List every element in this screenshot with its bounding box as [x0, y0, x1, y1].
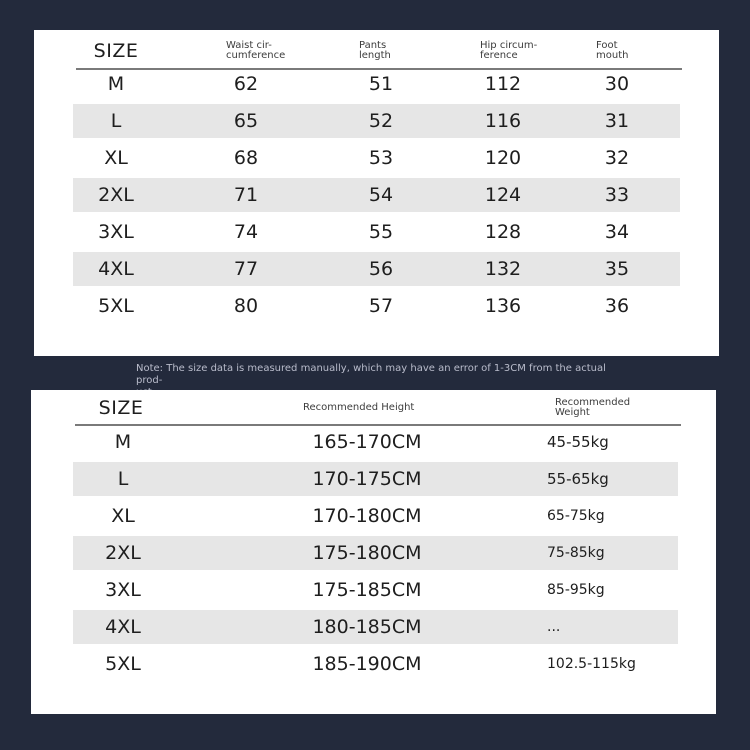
cell-hip: 136 [484, 295, 522, 317]
cell-height: 175-180CM [312, 542, 422, 564]
table-row [73, 289, 680, 323]
cell-hip: 112 [484, 73, 522, 95]
cell-size: 4XL [98, 258, 134, 280]
cell-pants: 53 [368, 147, 394, 169]
measurement-table-panel [34, 30, 719, 356]
cell-height: 170-175CM [312, 468, 422, 490]
recommendation-table-panel [31, 390, 716, 714]
cell-weight: 75-85kg [547, 545, 605, 561]
cell-pants: 55 [368, 221, 394, 243]
header-size: SIZE [93, 40, 139, 62]
cell-height: 185-190CM [312, 653, 422, 675]
cell-weight: 85-95kg [547, 582, 605, 598]
cell-hip: 116 [484, 110, 522, 132]
cell-foot: 36 [604, 295, 630, 317]
cell-size: M [114, 431, 132, 453]
cell-size: 5XL [105, 653, 141, 675]
table-row [73, 536, 678, 570]
header-hip-circumference: Hip circum- ference [480, 40, 538, 61]
cell-waist: 80 [233, 295, 259, 317]
cell-size: L [117, 468, 129, 490]
cell-waist: 77 [233, 258, 259, 280]
cell-size: 4XL [105, 616, 141, 638]
recommendation-table-header [31, 392, 716, 424]
cell-waist: 68 [233, 147, 259, 169]
table-row [73, 462, 678, 496]
cell-waist: 74 [233, 221, 259, 243]
cell-waist: 71 [233, 184, 259, 206]
cell-weight: 65-75kg [547, 508, 605, 524]
header-recommended-weight: Recommended Weight [555, 397, 631, 418]
cell-hip: 132 [484, 258, 522, 280]
cell-weight: 102.5-115kg [547, 656, 636, 672]
header-pants-length: Pants length [359, 40, 391, 61]
table-row [73, 499, 678, 533]
measurement-note: Note: The size data is measured manually, which may have an error of 1-3CM from the actual prod- [136, 363, 606, 386]
table-row [73, 67, 680, 101]
cell-foot: 34 [604, 221, 630, 243]
table-row [73, 141, 680, 175]
table-row [73, 104, 680, 138]
cell-hip: 124 [484, 184, 522, 206]
table-row [73, 573, 678, 607]
cell-size: XL [104, 147, 128, 169]
cell-foot: 35 [604, 258, 630, 280]
cell-weight: ... [547, 619, 561, 635]
cell-height: 165-170CM [312, 431, 422, 453]
table-row [73, 178, 680, 212]
cell-pants: 56 [368, 258, 394, 280]
header-waist-circumference: Waist cir- cumference [226, 40, 286, 61]
cell-size: 3XL [105, 579, 141, 601]
cell-waist: 62 [233, 73, 259, 95]
cell-size: XL [111, 505, 135, 527]
cell-hip: 120 [484, 147, 522, 169]
cell-weight: 45-55kg [547, 433, 609, 451]
cell-size: 3XL [98, 221, 134, 243]
cell-size: 2XL [98, 184, 134, 206]
measurement-table-header [34, 34, 719, 68]
cell-pants: 57 [368, 295, 394, 317]
cell-height: 170-180CM [312, 505, 422, 527]
cell-foot: 31 [604, 110, 630, 132]
cell-size: 5XL [98, 295, 134, 317]
cell-pants: 51 [368, 73, 394, 95]
header-foot-mouth: Foot mouth [596, 40, 629, 61]
cell-foot: 32 [604, 147, 630, 169]
table-row [73, 215, 680, 249]
cell-height: 175-185CM [312, 579, 422, 601]
table-row [73, 647, 678, 681]
cell-size: 2XL [105, 542, 141, 564]
table-row [73, 610, 678, 644]
cell-foot: 30 [604, 73, 630, 95]
cell-hip: 128 [484, 221, 522, 243]
cell-pants: 52 [368, 110, 394, 132]
table-row [73, 252, 680, 286]
cell-waist: 65 [233, 110, 259, 132]
header-size: SIZE [98, 397, 144, 419]
cell-size: M [107, 73, 125, 95]
cell-size: L [110, 110, 122, 132]
cell-pants: 54 [368, 184, 394, 206]
cell-weight: 55-65kg [547, 470, 609, 488]
table-row [73, 425, 678, 459]
header-recommended-height: Recommended Height [303, 402, 415, 413]
cell-foot: 33 [604, 184, 630, 206]
cell-height: 180-185CM [312, 616, 422, 638]
